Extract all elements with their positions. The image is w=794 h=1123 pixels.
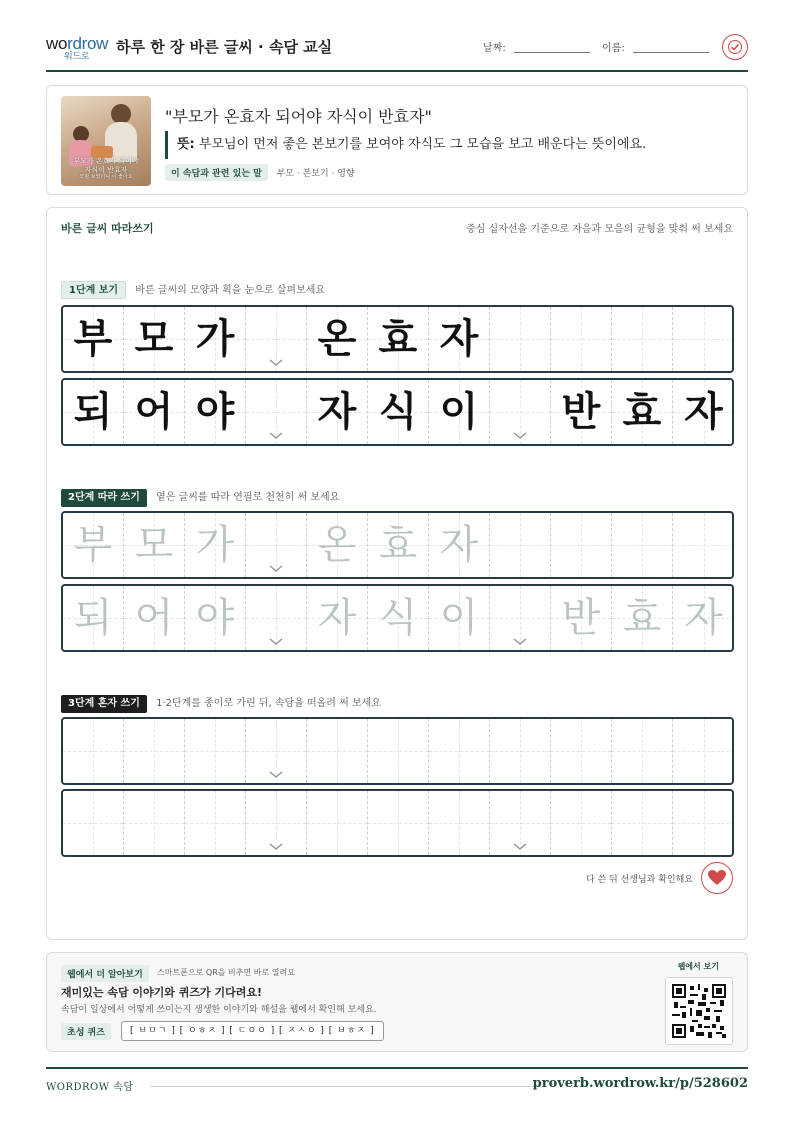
model-character: 효 — [622, 389, 662, 435]
grid-cell[interactable] — [246, 513, 307, 577]
grid-cell[interactable] — [490, 586, 551, 650]
grid-cell[interactable] — [368, 513, 429, 577]
logo-text-1: wo — [46, 34, 68, 53]
grid-cell — [246, 380, 307, 444]
footer-brand: WORDROW 속담 — [46, 1082, 134, 1093]
grid-cell[interactable] — [368, 586, 429, 650]
step1-row-1 — [61, 305, 734, 373]
grid-cell[interactable] — [307, 586, 368, 650]
grid-cell[interactable] — [490, 719, 551, 783]
proverb-illustration — [61, 96, 151, 186]
grid-cell — [490, 380, 551, 444]
grid-cell — [551, 307, 612, 371]
model-character: 모 — [134, 316, 174, 362]
grid-cell[interactable] — [185, 586, 246, 650]
grid-cell[interactable] — [368, 719, 429, 783]
date-label: 날짜: — [483, 43, 506, 54]
word-space-icon — [269, 843, 283, 851]
model-character: 되 — [73, 389, 113, 435]
model-character: 식 — [378, 389, 418, 435]
quiz-label: 초성 퀴즈 — [61, 1023, 111, 1040]
step3-text: 1·2단계를 종이로 가린 뒤, 속담을 떠올려 써 보세요 — [156, 698, 381, 709]
name-field[interactable] — [602, 39, 709, 54]
grid-cell[interactable] — [124, 586, 185, 650]
grid-cell — [368, 380, 429, 444]
trace-character: 되 — [73, 595, 113, 641]
web-badge: 웹에서 더 알아보기 — [61, 965, 149, 982]
footer-divider — [150, 1086, 536, 1087]
grid-cell — [246, 307, 307, 371]
model-character: 부 — [73, 316, 113, 362]
grid-cell[interactable] — [429, 791, 490, 855]
grid-cell[interactable] — [246, 586, 307, 650]
trace-character: 야 — [195, 595, 235, 641]
related-words-row — [165, 164, 355, 181]
trace-character: 모 — [134, 522, 174, 568]
grid-cell[interactable] — [307, 791, 368, 855]
step2-badge: 2단계 따라 쓰기 — [61, 489, 147, 507]
trace-character: 자 — [317, 595, 357, 641]
initial-consonant-quiz: [ ㅂㅁㄱ ] [ ㅇㅎㅈ ] [ ㄷㅇㅇ ] [ ㅈㅅㅇ ] [ ㅂㅎㅈ ] — [121, 1021, 384, 1041]
grid-cell[interactable] — [673, 719, 734, 783]
trace-character: 자 — [684, 595, 723, 641]
grid-cell[interactable] — [673, 791, 734, 855]
trace-character: 식 — [378, 595, 418, 641]
trace-character: 자 — [439, 522, 479, 568]
logo-text-2: rdrow — [67, 34, 109, 53]
step1-header — [61, 281, 325, 299]
model-character: 이 — [439, 389, 479, 435]
grid-cell — [368, 307, 429, 371]
proverb-info-card — [46, 85, 748, 195]
grid-cell[interactable] — [612, 586, 673, 650]
step3-header — [61, 694, 381, 712]
related-label: 이 속담과 관련 있는 말 — [165, 164, 268, 181]
grid-cell[interactable] — [490, 791, 551, 855]
grid-cell[interactable] — [185, 791, 246, 855]
word-space-icon — [269, 638, 283, 646]
wordrow-logo — [46, 34, 108, 62]
grid-cell — [612, 307, 673, 371]
model-character: 가 — [195, 316, 235, 362]
step3-row-1[interactable] — [61, 717, 734, 785]
step2-text: 옅은 글씨를 따라 연필로 천천히 써 보세요 — [156, 492, 340, 503]
step3-row-2[interactable] — [61, 789, 734, 857]
grid-cell[interactable] — [551, 719, 612, 783]
grid-cell — [429, 307, 490, 371]
teacher-check-note: 다 쓴 뒤 선생님과 확인해요 — [585, 875, 693, 885]
page-title: 하루 한 장 바른 글씨 · 속담 교실 — [116, 38, 333, 56]
trace-character: 온 — [317, 522, 357, 568]
step3-badge: 3단계 혼자 쓰기 — [61, 695, 147, 713]
grid-cell — [307, 380, 368, 444]
caption-line-3: 모범 보였더니 이 좋아요 — [79, 174, 133, 180]
model-character: 자 — [684, 389, 723, 435]
caption-line-2: 자식이 반효자 — [84, 165, 128, 174]
grid-cell — [612, 380, 673, 444]
grid-cell[interactable] — [63, 791, 124, 855]
grid-cell — [307, 307, 368, 371]
heart-stamp-icon — [701, 862, 733, 894]
grid-cell[interactable] — [124, 513, 185, 577]
proverb-meaning — [165, 131, 646, 159]
grid-cell[interactable] — [673, 586, 734, 650]
trace-character: 반 — [561, 595, 601, 641]
trace-character: 가 — [195, 522, 235, 568]
grid-cell — [63, 307, 124, 371]
grid-cell — [185, 307, 246, 371]
trace-character: 부 — [73, 522, 113, 568]
logo-sub: 워드로 — [64, 51, 90, 61]
grid-cell[interactable] — [124, 791, 185, 855]
grid-cell[interactable] — [307, 719, 368, 783]
grid-cell[interactable] — [307, 513, 368, 577]
word-space-icon — [513, 638, 527, 646]
practice-title: 바른 글씨 따라쓰기 — [61, 222, 154, 235]
grid-cell[interactable] — [124, 719, 185, 783]
grid-cell[interactable] — [185, 513, 246, 577]
grid-cell[interactable] — [612, 719, 673, 783]
grid-cell — [551, 380, 612, 444]
promo-headline: 재미있는 속담 이야기와 퀴즈가 기다려요! — [61, 986, 262, 999]
web-badge-desc: 스마트폰으로 QR을 비추면 바로 열려요 — [157, 968, 295, 977]
trace-character: 효 — [622, 595, 662, 641]
model-character: 반 — [561, 389, 601, 435]
step2-row-1[interactable] — [61, 511, 734, 579]
related-words: 부모 · 본보기 · 영향 — [276, 169, 355, 179]
promo-description: 속담이 일상에서 어떻게 쓰이는지 생생한 이야기와 해설을 웹에서 확인해 보세요. — [61, 1005, 377, 1015]
step1-text: 바른 글씨의 모양과 획을 눈으로 살펴보세요 — [135, 285, 326, 296]
illustration-caption — [65, 157, 147, 180]
model-character: 효 — [378, 316, 418, 362]
step2-row-2[interactable] — [61, 584, 734, 652]
grid-cell[interactable] — [368, 791, 429, 855]
grid-cell — [63, 380, 124, 444]
meaning-text: 부모님이 먼저 좋은 본보기를 보여야 자식도 그 모습을 보고 배운다는 뜻이에요. — [198, 137, 647, 152]
practice-card — [46, 207, 748, 940]
step1-row-2 — [61, 378, 734, 446]
grid-cell[interactable] — [63, 513, 124, 577]
step1-badge: 1단계 보기 — [61, 281, 126, 299]
trace-character: 이 — [439, 595, 479, 641]
grid-cell — [185, 380, 246, 444]
trace-character: 어 — [134, 595, 174, 641]
page-footer — [46, 1067, 748, 1093]
word-space-icon — [269, 359, 283, 367]
grid-cell[interactable] — [612, 791, 673, 855]
word-space-icon — [269, 432, 283, 440]
step2-header — [61, 488, 339, 506]
grid-cell — [673, 307, 734, 371]
grid-cell[interactable] — [429, 513, 490, 577]
model-character: 어 — [134, 389, 174, 435]
grid-cell — [124, 380, 185, 444]
word-space-icon — [269, 565, 283, 573]
grid-cell[interactable] — [246, 719, 307, 783]
web-promo-card — [46, 952, 748, 1052]
grid-cell — [490, 307, 551, 371]
qr-code-icon[interactable] — [665, 977, 733, 1045]
grid-cell[interactable] — [551, 586, 612, 650]
grid-cell[interactable] — [551, 791, 612, 855]
word-space-icon — [513, 843, 527, 851]
grid-cell[interactable] — [429, 586, 490, 650]
proverb-url-link[interactable]: proverb.wordrow.kr/p/528602 — [532, 1076, 748, 1091]
word-space-icon — [513, 432, 527, 440]
meaning-label: 뜻: — [177, 137, 195, 152]
name-label: 이름: — [602, 43, 625, 54]
grid-cell[interactable] — [246, 791, 307, 855]
grid-cell — [673, 380, 734, 444]
grid-cell — [124, 307, 185, 371]
qr-label: 웹에서 보기 — [677, 962, 719, 971]
grid-cell[interactable] — [429, 719, 490, 783]
proverb-text: "부모가 온효자 되어야 자식이 반효자" — [165, 107, 432, 126]
practice-description: 중심 십자선을 기준으로 자음과 모음의 균형을 맞춰 써 보세요 — [466, 224, 733, 235]
word-space-icon — [269, 771, 283, 779]
grid-cell[interactable] — [185, 719, 246, 783]
model-character: 온 — [317, 316, 357, 362]
grid-cell[interactable] — [612, 513, 673, 577]
grid-cell[interactable] — [63, 586, 124, 650]
grid-cell[interactable] — [63, 719, 124, 783]
model-character: 야 — [195, 389, 235, 435]
grid-cell[interactable] — [551, 513, 612, 577]
approval-stamp-icon — [722, 34, 748, 60]
model-character: 자 — [317, 389, 357, 435]
model-character: 자 — [439, 316, 479, 362]
page-header — [46, 30, 748, 72]
grid-cell — [429, 380, 490, 444]
grid-cell[interactable] — [490, 513, 551, 577]
date-field[interactable] — [483, 39, 590, 54]
grid-cell[interactable] — [673, 513, 734, 577]
trace-character: 효 — [378, 522, 418, 568]
caption-line-1: 부모가 온효자 되어야 — [73, 157, 139, 166]
